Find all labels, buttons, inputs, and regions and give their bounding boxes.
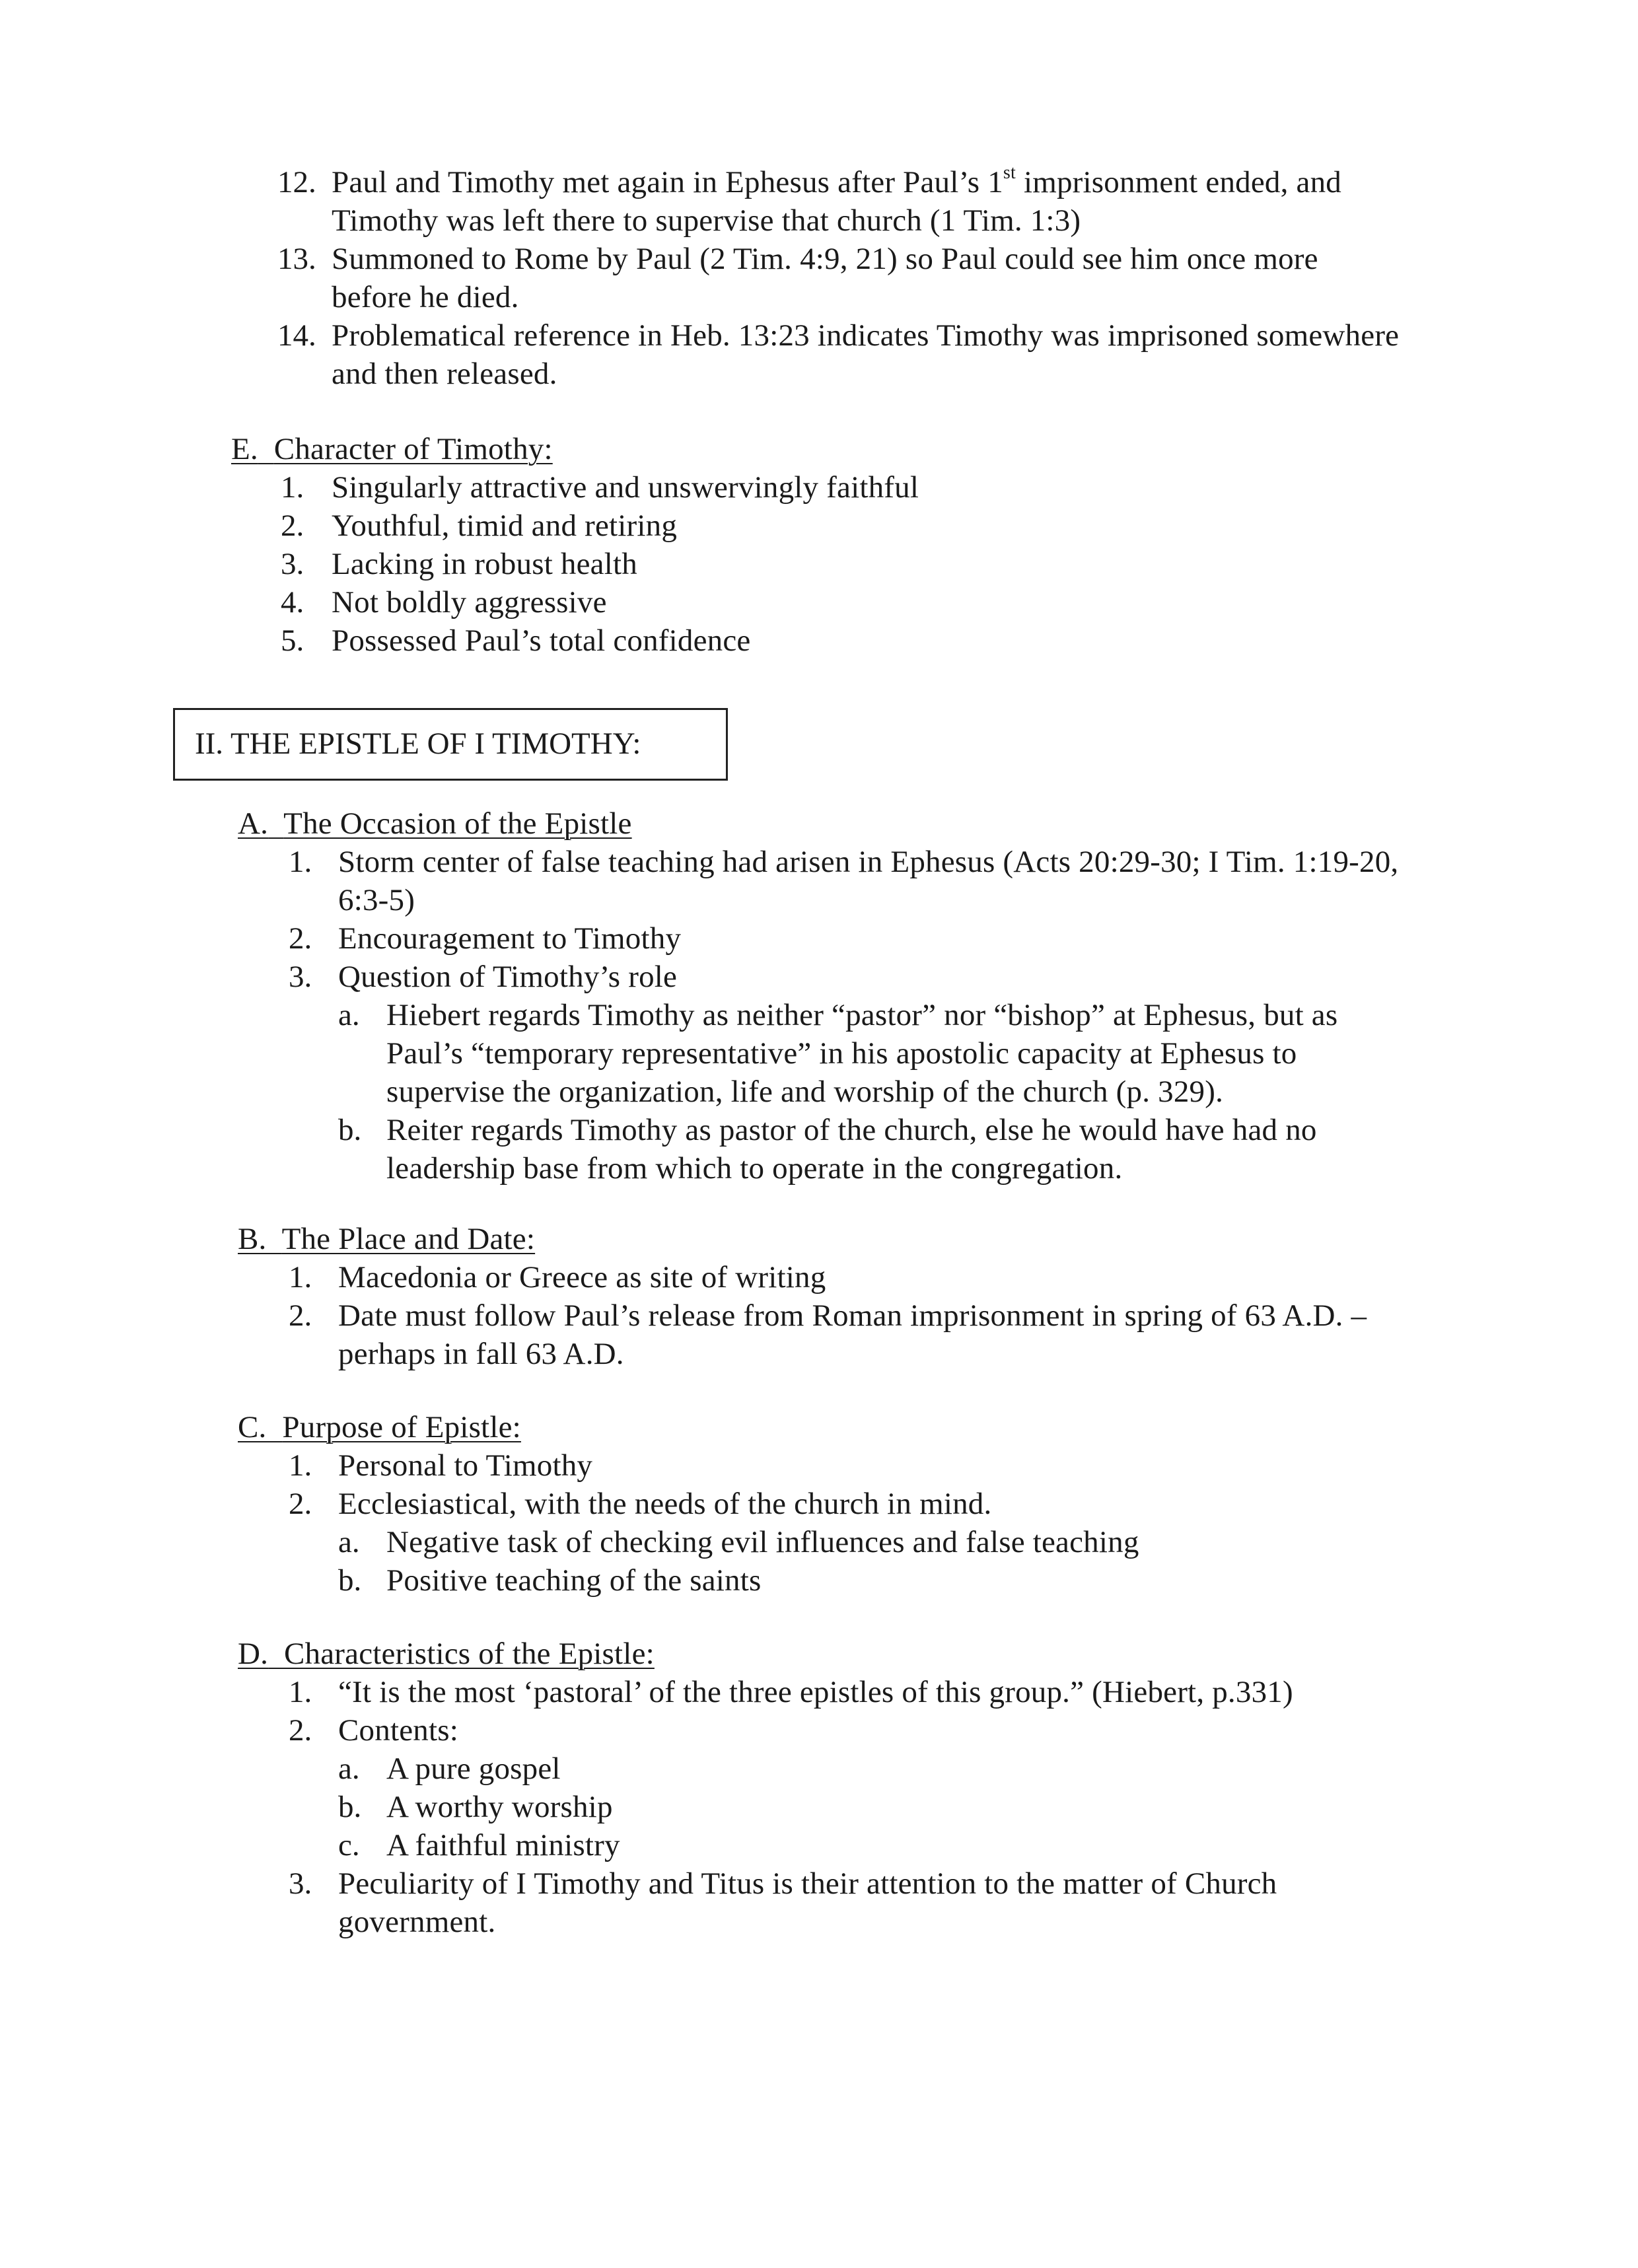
section-heading — [238, 804, 632, 843]
section-heading — [238, 1408, 521, 1446]
sublist-item-text: supervise the organization, life and worship of the church (p. 329). — [386, 1075, 1224, 1109]
sublist-letter: a. — [338, 998, 360, 1032]
part-title: II. THE EPISTLE OF I TIMOTHY: — [195, 726, 641, 761]
list-number: 12. — [277, 165, 316, 199]
list-item-text: perhaps in fall 63 A.D. — [338, 1337, 624, 1371]
section-heading — [238, 1220, 535, 1258]
list-number: 3. — [281, 547, 304, 581]
heading-letter: C. — [238, 1410, 267, 1444]
sublist-item-text: A faithful ministry — [386, 1828, 620, 1862]
heading-letter: E. — [231, 432, 258, 466]
sublist-item-text: Hiebert regards Timothy as neither “pastor” nor “bishop” at Ephesus, but as — [386, 998, 1338, 1032]
list-number: 3. — [289, 960, 312, 994]
list-item-text: Date must follow Paul’s release from Roman imprisonment in spring of 63 A.D. – — [338, 1298, 1367, 1333]
sublist-item-text: Reiter regards Timothy as pastor of the church, else he would have had no — [386, 1113, 1317, 1147]
heading-text: The Place and Date: — [281, 1222, 536, 1256]
list-item-text: Timothy was left there to supervise that church (1 Tim. 1:3) — [332, 203, 1081, 238]
sublist-item-text: A worthy worship — [386, 1790, 613, 1824]
sublist-item-text: Paul’s “temporary representative” in his apostolic capacity at Ephesus to — [386, 1036, 1297, 1071]
text-run: imprisonment ended, and — [1016, 165, 1341, 199]
list-item-text: Contents: — [338, 1713, 458, 1748]
heading-text: Characteristics of the Epistle: — [284, 1637, 655, 1671]
list-item-text: Possessed Paul’s total confidence — [332, 623, 751, 658]
list-item-text: Summoned to Rome by Paul (2 Tim. 4:9, 21) so Paul could see him once more — [332, 242, 1318, 276]
list-item-text — [332, 163, 1341, 201]
list-item-text: Not boldly aggressive — [332, 585, 607, 620]
list-item-text: Encouragement to Timothy — [338, 921, 682, 956]
list-number: 1. — [289, 1448, 312, 1483]
sublist-letter: b. — [338, 1113, 362, 1147]
list-item-text: Youthful, timid and retiring — [332, 509, 678, 543]
list-number: 2. — [289, 1298, 312, 1333]
list-number: 3. — [289, 1866, 312, 1901]
part-title-box — [173, 708, 728, 781]
list-number: 1. — [281, 470, 304, 505]
list-item-text: Macedonia or Greece as site of writing — [338, 1260, 826, 1294]
superscript: st — [1003, 162, 1016, 184]
list-number: 13. — [277, 242, 316, 276]
sublist-letter: a. — [338, 1525, 360, 1559]
list-number: 1. — [289, 1675, 312, 1709]
heading-text: Purpose of Epistle: — [282, 1410, 521, 1444]
sublist-letter: a. — [338, 1752, 360, 1786]
sublist-letter: c. — [338, 1828, 360, 1862]
section-heading — [238, 1635, 655, 1673]
list-number: 1. — [289, 1260, 312, 1294]
list-number: 2. — [289, 1713, 312, 1748]
list-item-text: Peculiarity of I Timothy and Titus is their attention to the matter of Church — [338, 1866, 1277, 1901]
heading-text: Character of Timothy: — [273, 432, 553, 466]
list-item-text: before he died. — [332, 280, 519, 314]
section-heading — [231, 430, 553, 468]
heading-text: The Occasion of the Epistle — [283, 806, 632, 841]
list-item-text: Problematical reference in Heb. 13:23 indicates Timothy was imprisoned somewhere — [332, 318, 1400, 353]
list-item-text: Lacking in robust health — [332, 547, 637, 581]
list-item-text: Ecclesiastical, with the needs of the church in mind. — [338, 1487, 992, 1521]
list-number: 14. — [277, 318, 316, 353]
list-number: 2. — [281, 509, 304, 543]
list-item-text: and then released. — [332, 357, 557, 391]
list-item-text: Storm center of false teaching had arisen in Ephesus (Acts 20:29-30; I Tim. 1:19-20, — [338, 845, 1399, 879]
sublist-item-text: Positive teaching of the saints — [386, 1563, 762, 1598]
sublist-letter: b. — [338, 1790, 362, 1824]
list-item-text: 6:3-5) — [338, 883, 415, 917]
list-number: 2. — [289, 921, 312, 956]
sublist-item-text: Negative task of checking evil influences and false teaching — [386, 1525, 1139, 1559]
heading-letter: B. — [238, 1222, 267, 1256]
list-number: 2. — [289, 1487, 312, 1521]
list-number: 1. — [289, 845, 312, 879]
list-number: 5. — [281, 623, 304, 658]
list-item-text: Singularly attractive and unswervingly faithful — [332, 470, 919, 505]
heading-letter: A. — [238, 806, 269, 841]
heading-letter: D. — [238, 1637, 269, 1671]
list-item-text: Personal to Timothy — [338, 1448, 593, 1483]
list-item-text: Question of Timothy’s role — [338, 960, 678, 994]
sublist-item-text: leadership base from which to operate in the congregation. — [386, 1151, 1123, 1186]
list-number: 4. — [281, 585, 304, 620]
list-item-text: “It is the most ‘pastoral’ of the three epistles of this group.” (Hiebert, p.331) — [338, 1675, 1293, 1709]
sublist-letter: b. — [338, 1563, 362, 1598]
sublist-item-text: A pure gospel — [386, 1752, 561, 1786]
text-run: Paul and Timothy met again in Ephesus after Paul’s 1 — [332, 165, 1003, 199]
list-item-text: government. — [338, 1905, 496, 1939]
